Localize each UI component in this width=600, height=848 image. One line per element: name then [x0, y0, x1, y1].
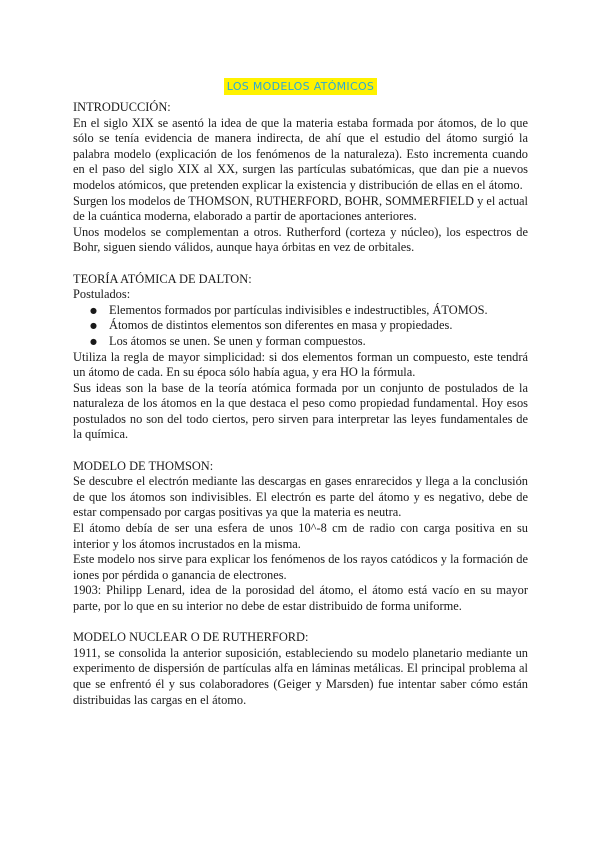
intro-paragraph: Surgen los modelos de THOMSON, RUTHERFORD, BOHR, SOMMERFIELD y el actual de la cuántica moderna, elaborado a partir de aportaciones anteriores.: [73, 193, 528, 224]
section-heading-dalton: TEORÍA ATÓMICA DE DALTON:: [73, 271, 252, 286]
section-gap: [73, 615, 528, 631]
dalton-paragraph: Utiliza la regla de mayor simplicidad: si dos elementos forman un compuesto, este tendrá un átomo de cada. En su época sólo había agua, y era HO la fórmula.: [73, 349, 528, 380]
section-heading-rutherford: MODELO NUCLEAR O DE RUTHERFORD:: [73, 630, 309, 645]
list-item: ● Elementos formados por partículas indivisibles e indestructibles, ÁTOMOS.: [73, 303, 528, 319]
intro-paragraph: Unos modelos se complementan a otros. Rutherford (corteza y núcleo), los espectros de Bohr, siguen siendo válidos, aunque haya órbitas en vez de orbitales.: [73, 224, 528, 255]
page-title: LOS MODELOS ATÓMICOS: [224, 78, 377, 95]
section-gap: [73, 256, 528, 272]
dalton-paragraph: Sus ideas son la base de la teoría atómica formada por un conjunto de postulados de la naturaleza de los átomos en la que destaca el peso como propiedad fundamental. Hoy esos postulados no son del todo ciertos, pero sirven para interpretar las leyes fundamentales de la química.: [73, 380, 528, 442]
section-heading-intro: INTRODUCCIÓN:: [73, 100, 171, 114]
intro-paragraph: En el siglo XIX se asentó la idea de que la materia estaba formada por átomos, de lo que sólo se tenía evidencia de manera indirecta, de ahí que el estudio del átomo surgió la palabra modelo (explicación de los fenómenos de la naturaleza). Esto incrementa cuando en el paso del siglo XIX al XX, surgen las partículas subatómicas, que dan pie a nuevos modelos atómicos, que pretenden explicar la existencia y distribución de ellas en el átomo.: [73, 115, 528, 192]
postulados-list: [73, 303, 528, 350]
rutherford-paragraph: 1911, se consolida la anterior suposición, estableciendo su modelo planetario mediante un experimento de dispersión de partículas alfa en láminas metálicas. El principal problema al que se enfrentó él y sus colaboradores (Geiger y Marsden) fue intentar saber cómo están distribuidas las cargas en el átomo.: [73, 645, 528, 707]
thomson-paragraph: El átomo debía de ser una esfera de unos 10^-8 cm de radio con carga positiva en su interior y los átomos incrustados en la misma.: [73, 521, 528, 551]
thomson-paragraph: Este modelo nos sirve para explicar los fenómenos de los rayos catódicos y la formación de iones por pérdida o ganancia de electrones.: [73, 552, 528, 582]
list-item: ● Átomos de distintos elementos son diferentes en masa y propiedades.: [73, 318, 528, 334]
thomson-paragraph: 1903: Philipp Lenard, idea de la porosidad del átomo, el átomo está vacío en su mayor parte, por lo que en su interior no debe de estar distribuido de forma uniforme.: [73, 583, 528, 613]
section-gap: [73, 443, 528, 459]
list-item: ● Los átomos se unen. Se unen y forman compuestos.: [73, 334, 528, 350]
postulados-label: Postulados:: [73, 287, 131, 302]
section-heading-thomson: MODELO DE THOMSON:: [73, 458, 214, 473]
thomson-paragraph: Se descubre el electrón mediante las descargas en gases enrarecidos y llega a la conclusión de que los átomos son indivisibles. El electrón es parte del átomo y es negativo, debe de estar compensado por cargas positivas ya que la materia es neutra.: [73, 474, 528, 520]
title-wrapper: [73, 78, 528, 98]
document-page: [73, 78, 528, 708]
